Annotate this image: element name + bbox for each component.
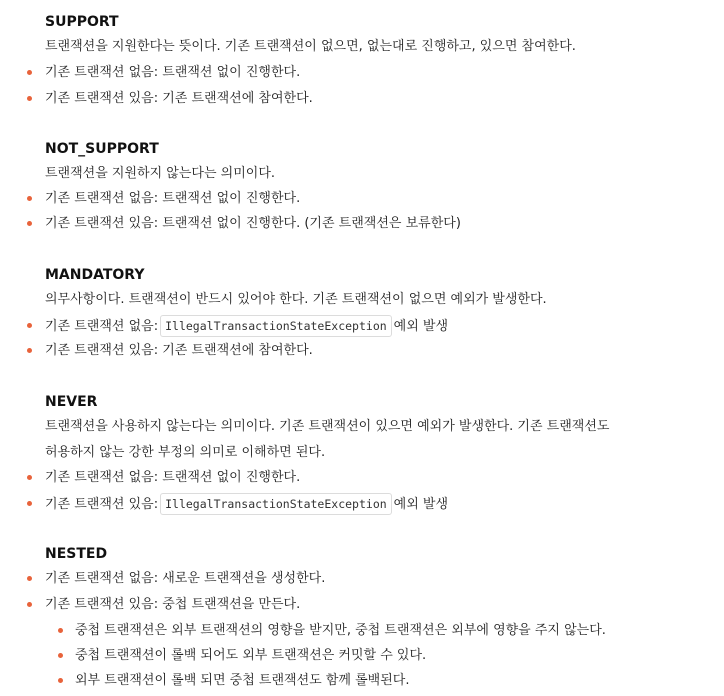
sub-list-item-text: 중첩 트랜잭션은 외부 트랜잭션의 영향을 받지만, 중첩 트랜잭션은 외부에 영향을 주지 않는다. <box>75 623 606 638</box>
heading-not-support: NOT_SUPPORT <box>45 141 159 157</box>
list-item-text: 기존 트랜잭션 있음: 기존 트랜잭션에 참여한다. <box>45 343 313 358</box>
support-description: 트랜잭션을 지원한다는 뜻이다. 기존 트랜잭션이 없으면, 없는대로 진행하고, 있으면 참여한다. <box>45 39 576 54</box>
heading-never: NEVER <box>45 394 98 410</box>
bullet-icon <box>27 576 32 581</box>
list-item-text: 기존 트랜잭션 있음: 트랜잭션 없이 진행한다. (기존 트랜잭션은 보류한다) <box>45 216 461 231</box>
bullet-icon <box>58 628 63 633</box>
sub-list-item-text: 외부 트랜잭션이 롤백 되면 중첩 트랜잭션도 함께 롤백된다. <box>75 673 410 688</box>
bullet-icon <box>27 221 32 226</box>
exception-code: IllegalTransactionStateException <box>160 315 392 337</box>
bullet-icon <box>27 196 32 201</box>
exception-code: IllegalTransactionStateException <box>160 493 392 515</box>
bullet-icon <box>27 96 32 101</box>
heading-support: SUPPORT <box>45 14 119 30</box>
never-description-line2: 허용하지 않는 강한 부정의 의미로 이해하면 된다. <box>45 445 326 460</box>
list-item-prefix: 기존 트랜잭션 있음: <box>45 497 159 512</box>
bullet-icon <box>27 323 32 328</box>
not-support-description: 트랜잭션을 지원하지 않는다는 의미이다. <box>45 166 276 181</box>
list-item-prefix: 기존 트랜잭션 없음: <box>45 319 159 334</box>
list-item-text: 기존 트랜잭션 있음: 중첩 트랜잭션을 만든다. <box>45 597 301 612</box>
list-item-text <box>45 316 448 337</box>
list-item-text: 기존 트랜잭션 없음: 새로운 트랜잭션을 생성한다. <box>45 571 326 586</box>
bullet-icon <box>27 602 32 607</box>
list-item-suffix: 예외 발생 <box>393 497 449 512</box>
bullet-icon <box>58 653 63 658</box>
heading-mandatory: MANDATORY <box>45 267 145 283</box>
bullet-icon <box>27 501 32 506</box>
bullet-icon <box>27 475 32 480</box>
list-item-suffix: 예외 발생 <box>393 319 449 334</box>
mandatory-description: 의무사항이다. 트랜잭션이 반드시 있어야 한다. 기존 트랜잭션이 없으면 예외가 발생한다. <box>45 292 547 307</box>
heading-nested: NESTED <box>45 546 108 562</box>
list-item-text: 기존 트랜잭션 없음: 트랜잭션 없이 진행한다. <box>45 470 301 485</box>
bullet-icon <box>27 70 32 75</box>
bullet-icon <box>58 678 63 683</box>
list-item-text: 기존 트랜잭션 있음: 기존 트랜잭션에 참여한다. <box>45 91 313 106</box>
never-description-line1: 트랜잭션을 사용하지 않는다는 의미이다. 기존 트랜잭션이 있으면 예외가 발생한다. 기존 트랜잭션도 <box>45 419 610 434</box>
sub-list-item-text: 중첩 트랜잭션이 롤백 되어도 외부 트랜잭션은 커밋할 수 있다. <box>75 648 427 663</box>
list-item-text: 기존 트랜잭션 없음: 트랜잭션 없이 진행한다. <box>45 191 301 206</box>
list-item-text: 기존 트랜잭션 없음: 트랜잭션 없이 진행한다. <box>45 65 301 80</box>
list-item-text <box>45 494 448 515</box>
bullet-icon <box>27 348 32 353</box>
